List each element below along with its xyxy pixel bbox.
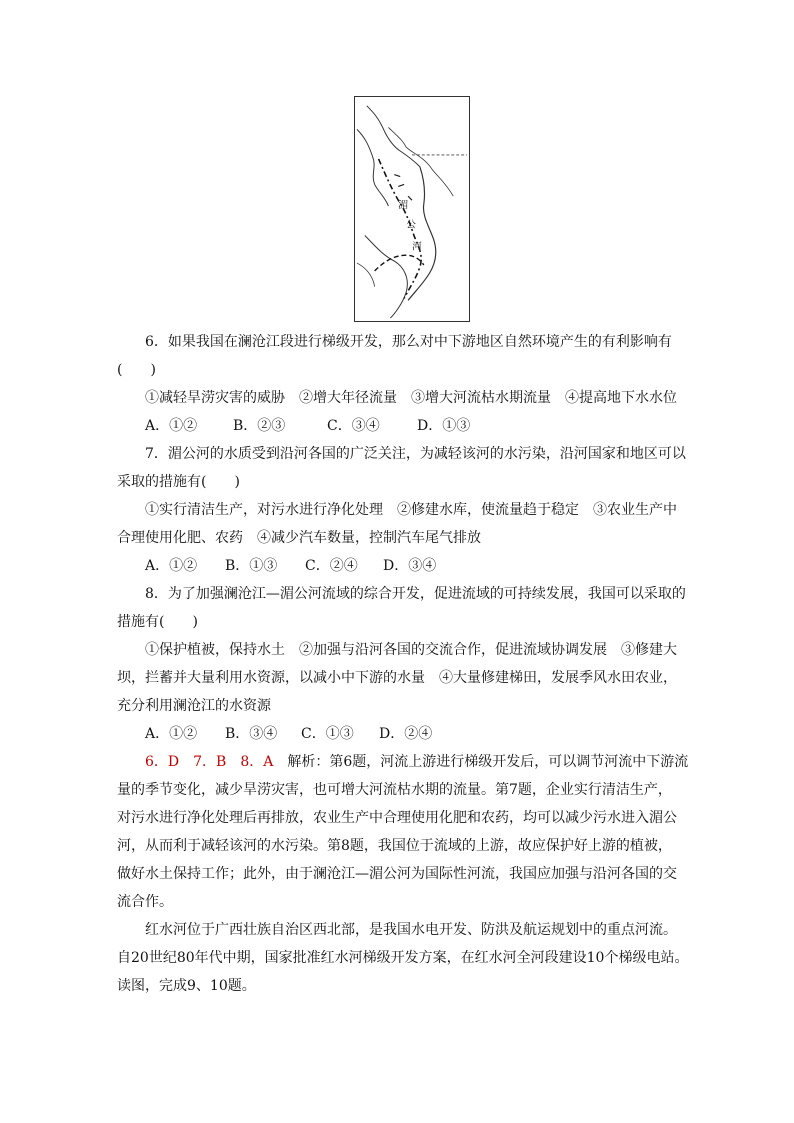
q6-items: ①减轻旱涝灾害的威胁 ②增大年径流量 ③增大河流枯水期流量 ④提高地下水水位 [145,390,677,406]
answer-line-3: 对污水进行净化处理后再排放，农业生产中合理使用化肥和农药，均可以减少污水进入湄公 [117,810,677,826]
intro-line-1: 红水河位于广西壮族自治区西北部，是我国水电开发、防洪及航运规划中的重点河流。 [145,922,677,938]
q8-stem-1: 8．为了加强澜沧江—湄公河流域的综合开发，促进流域的可持续发展，我国可以采取的 [145,586,686,602]
map-label-mei: 湄 [398,200,409,212]
q8-items-2: 坝，拦蓄并大量利用水资源，以减小中下游的水量 ④大量修建梯田，发展季风水田农业， [117,670,677,686]
intro-line-3: 读图，完成9、10题。 [117,978,256,994]
map-label-he: 河 [412,241,422,253]
q6-option-a: A．①② [145,418,198,434]
answer-line-5: 做好水土保持工作；此外，由于澜沧江—湄公河为国际性河流，我国应加强与沿河各国的交 [117,866,677,882]
map-label-gong: 公 [406,219,416,231]
q8-options [117,720,682,748]
answer-text-1: 解析：第6题，河流上游进行梯级开发后，可以调节河流中下游流 [273,754,689,770]
q7-option-d: D．③④ [383,558,437,574]
q6-stem-2: ( ) [117,362,156,378]
q7-items-1: ①实行清洁生产，对污水进行净化处理 ②修建水库，使流量趋于稳定 ③农业生产中 [145,502,677,518]
q8-stem-2: 措施有( ) [117,614,198,630]
q7-stem-1: 7．湄公河的水质受到沿河各国的广泛关注，为减轻该河的水污染，沿河国家和地区可以 [145,446,686,462]
q8-option-c: C．①③ [301,726,354,742]
q8-option-b: B．③④ [225,726,278,742]
answer-7: 7．B [193,754,227,770]
q8-items-1: ①保护植被，保持水土 ②加强与沿河各国的交流合作，促进流域协调发展 ③修建大 [145,642,677,658]
q6-option-b: B．②③ [233,418,286,434]
q7-stem-2: 采取的措施有( ) [117,474,240,490]
q8-items-3: 充分利用澜沧江的水资源 [117,698,271,714]
answer-line-6: 流合作。 [117,894,173,910]
answer-line-2: 量的季节变化，减少旱涝灾害，也可增大河流枯水期的流量。第7题，企业实行清洁生产， [117,782,672,798]
q8-option-d: D．②④ [379,726,433,742]
q7-option-c: C．②④ [305,558,358,574]
q7-items-2: 合理使用化肥、农药 ④减少汽车数量，控制汽车尾气排放 [117,530,481,546]
q8-option-a: A．①② [145,726,198,742]
answer-line-4: 河，从而利于减轻该河的水污染。第8题，我国位于流域的上游，故应保护好上游的植被， [117,838,672,854]
q6-option-d: D．①③ [417,418,471,434]
mekong-map [354,96,470,322]
intro-line-2: 自20世纪80年代中期，国家批准红水河梯级开发方案，在红水河全河段建设10个梯级电站。 [117,950,689,966]
q7-option-a: A．①② [145,558,198,574]
document-body [117,328,689,1000]
q6-option-c: C．③④ [327,418,380,434]
answer-8: 8．A [240,754,274,770]
q7-options [117,552,682,580]
q6-options [117,412,682,440]
q6-stem-1: 6．如果我国在澜沧江段进行梯级开发，那么对中下游地区自然环境产生的有利影响有 [145,334,672,350]
q7-option-b: B．①③ [225,558,278,574]
answer-line-1 [117,748,689,776]
mekong-map-drawing [355,97,469,321]
answer-6: 6．D [145,754,180,770]
